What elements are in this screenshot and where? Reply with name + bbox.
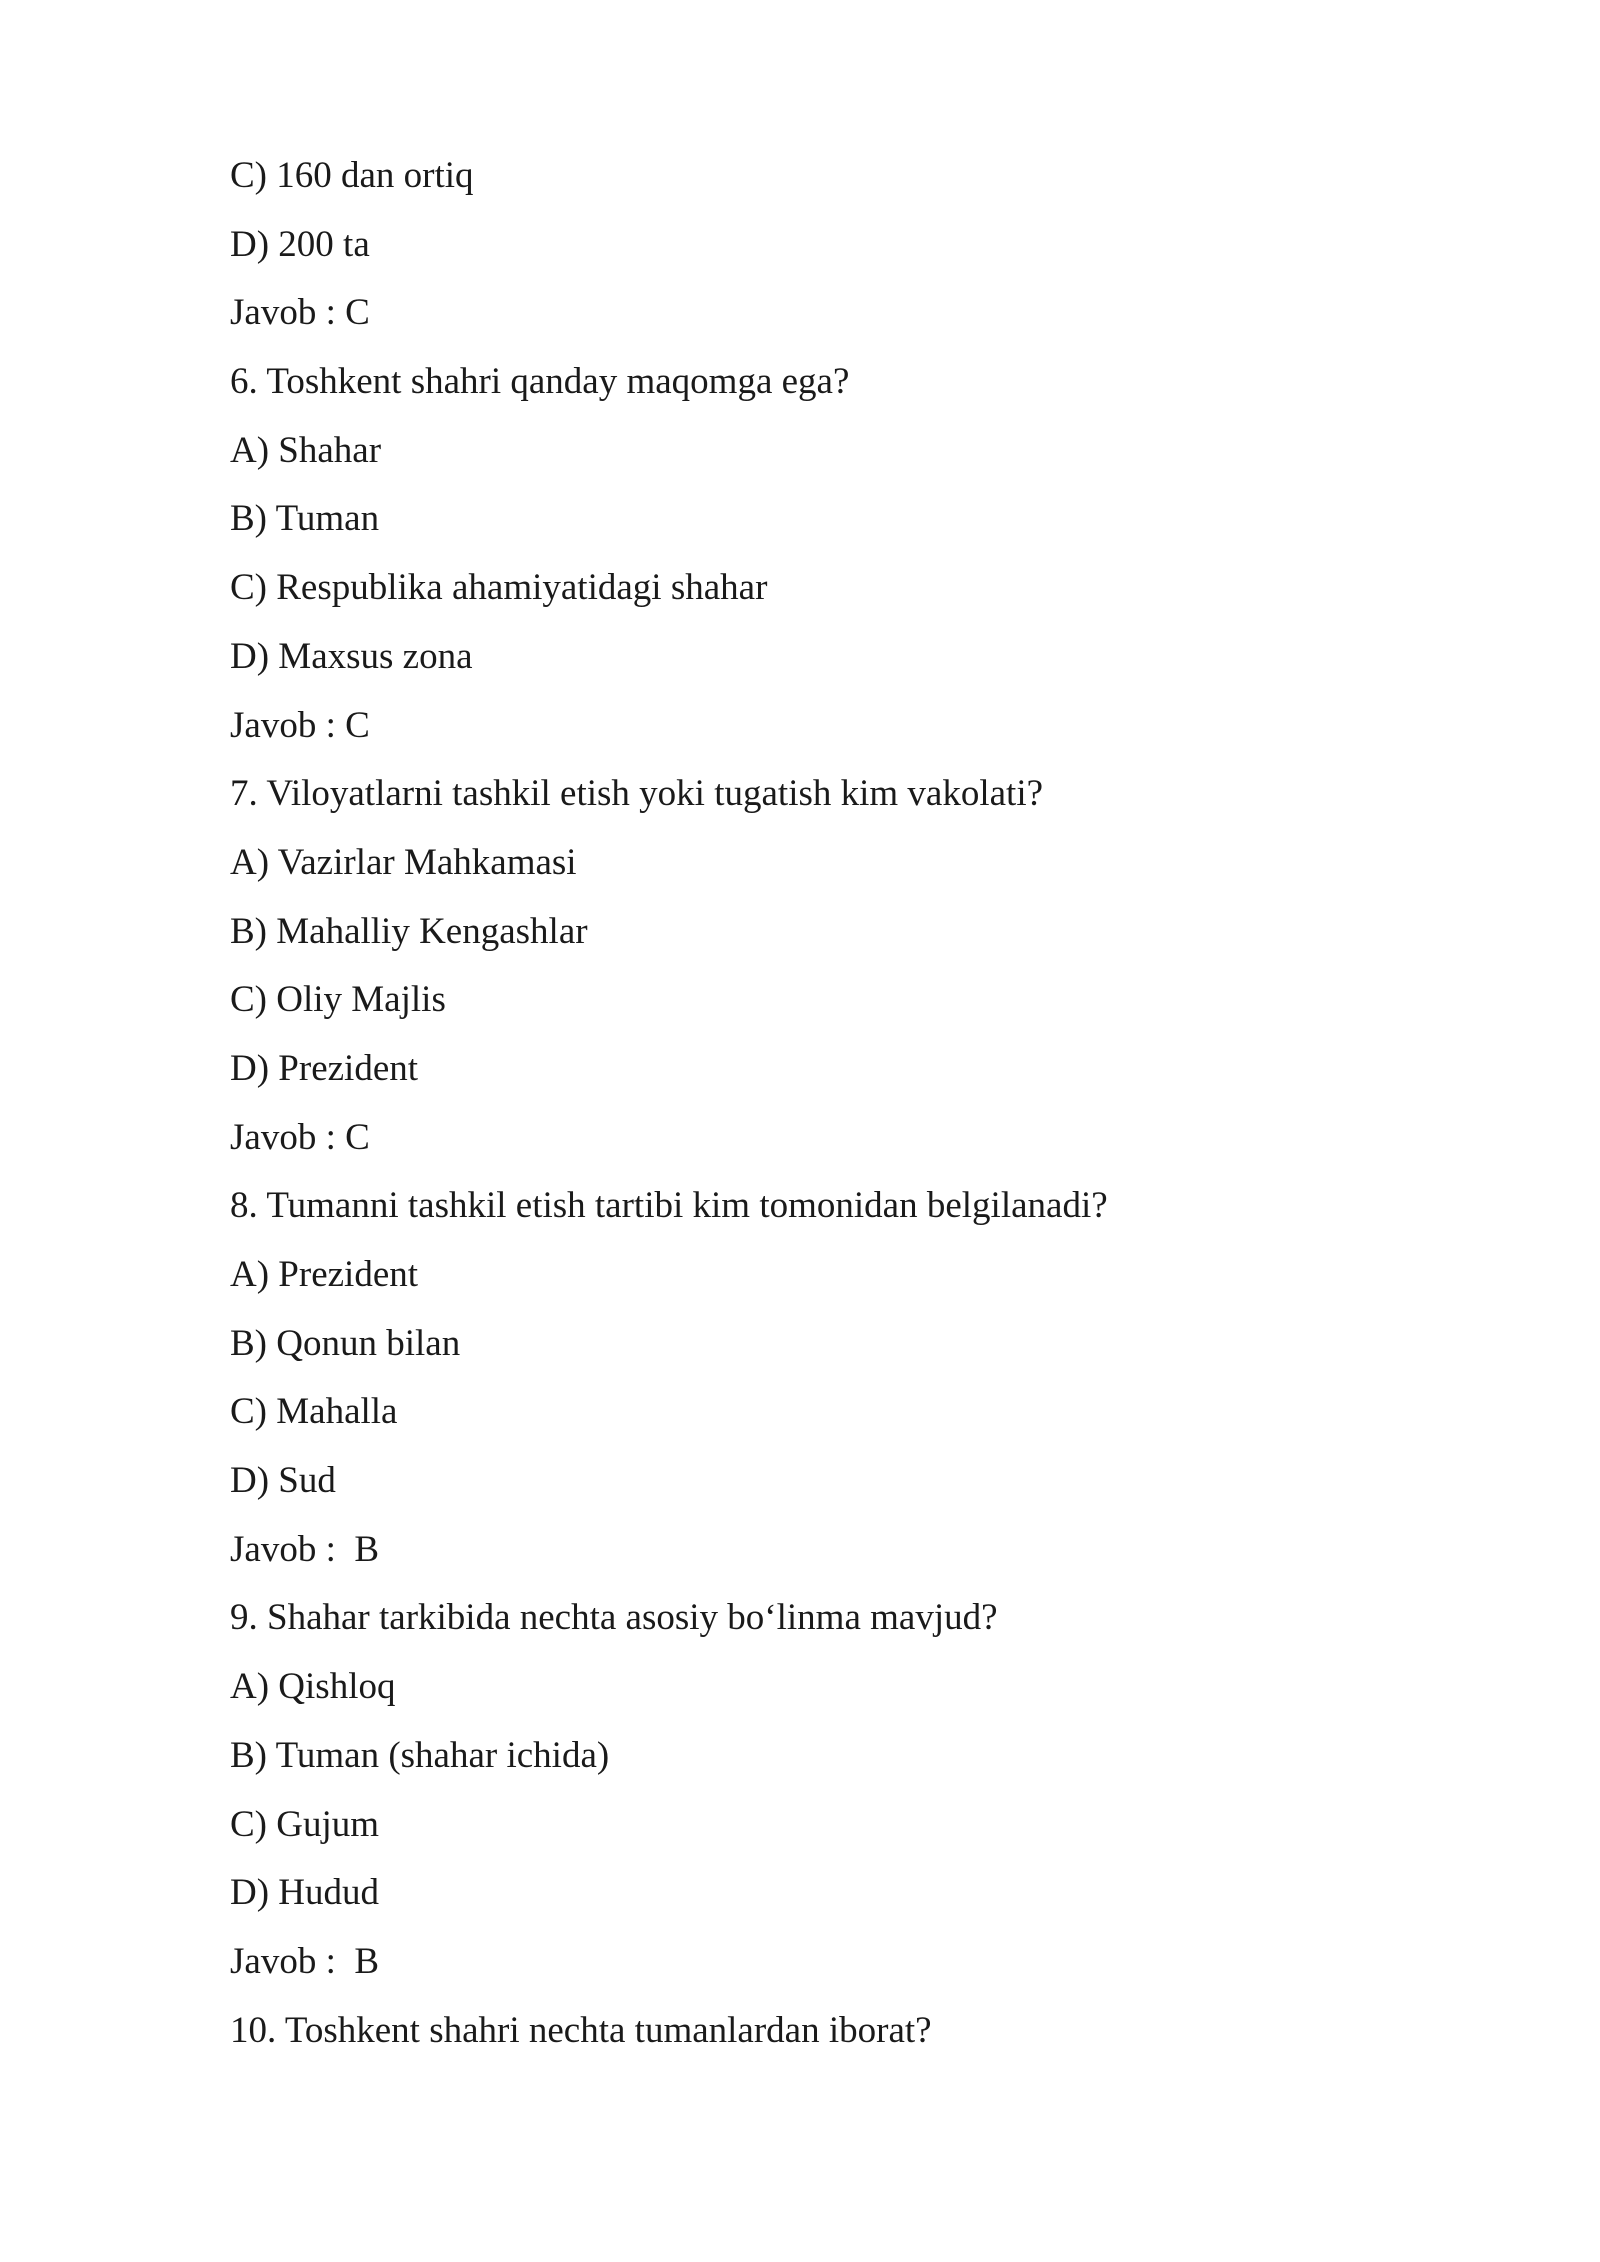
question-10: 10. Toshkent shahri nechta tumanlardan iborat? — [230, 2009, 932, 2051]
option-d-q9: D) Hudud — [230, 1872, 380, 1914]
option-d-q6: D) Maxsus zona — [230, 635, 473, 677]
option-c-q6: C) Respublika ahamiyatidagi shahar — [230, 567, 768, 609]
option-b-q6: B) Tuman — [230, 498, 380, 540]
question-8: 8. Tumanni tashkil etish tartibi kim tomonidan belgilanadi? — [230, 1185, 1108, 1227]
option-b-q9: B) Tuman (shahar ichida) — [230, 1734, 610, 1776]
document-body — [230, 148, 1410, 2071]
question-9: 9. Shahar tarkibida nechta asosiy bo‘linma mavjud? — [230, 1597, 998, 1639]
option-c-q5: C) 160 dan ortiq — [230, 155, 474, 196]
answer-q8: Javob : B — [230, 1528, 380, 1570]
option-b-q7: B) Mahalliy Kengashlar — [230, 910, 588, 952]
option-d-q7: D) Prezident — [230, 1047, 419, 1089]
question-7: 7. Viloyatlarni tashkil etish yoki tugatish kim vakolati? — [230, 773, 1044, 815]
option-c-q8: C) Mahalla — [230, 1391, 398, 1433]
option-c-q9: C) Gujum — [230, 1803, 380, 1845]
option-d-q5: D) 200 ta — [230, 223, 370, 265]
option-a-q9: A) Qishloq — [230, 1666, 396, 1708]
option-a-q8: A) Prezident — [230, 1254, 419, 1295]
option-a-q6: A) Shahar — [230, 429, 382, 471]
option-b-q8: B) Qonun bilan — [230, 1322, 461, 1364]
answer-q5: Javob : C — [230, 292, 370, 334]
answer-q9: Javob : B — [230, 1940, 380, 1982]
question-6: 6. Toshkent shahri qanday maqomga ega? — [230, 361, 850, 403]
option-d-q8: D) Sud — [230, 1460, 336, 1502]
answer-q7: Javob : C — [230, 1116, 370, 1158]
option-a-q7: A) Vazirlar Mahkamasi — [230, 841, 577, 883]
option-c-q7: C) Oliy Majlis — [230, 979, 446, 1021]
answer-q6: Javob : C — [230, 704, 370, 746]
